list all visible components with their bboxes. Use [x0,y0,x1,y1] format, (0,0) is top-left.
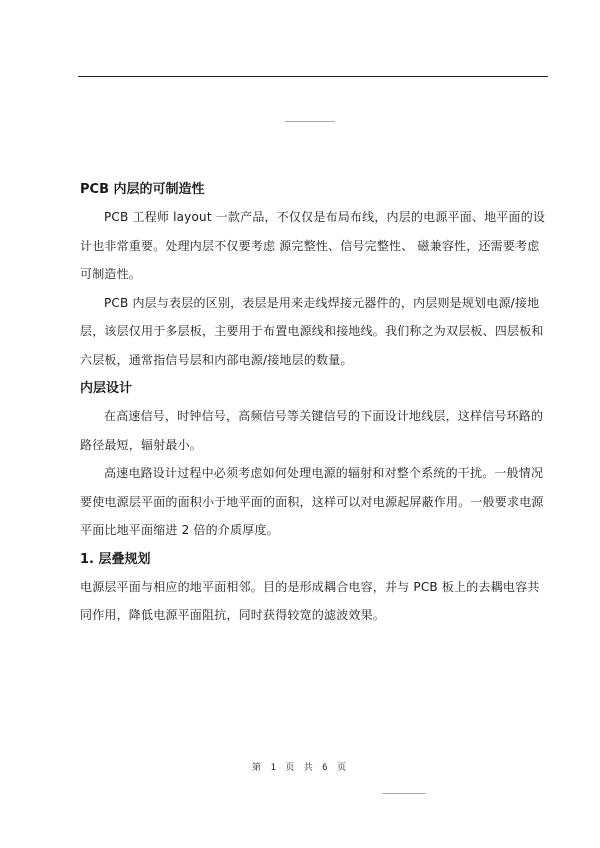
doc-title: PCB 内层的可制造性 [80,182,205,197]
paragraph: 在高速信号，时钟信号，高频信号等关键信号的下面设计地线层，这样信号环路的路径最短，辐射最小。 [80,409,544,452]
paragraph: 高速电路设计过程中必须考虑如何处理电源的辐射和对整个系统的干扰。一般情况要使电源层平面的面积小于地平面的面积，这样可以对电源起屏蔽作用。一般要求电源平面比地平面缩进 2 倍的介质厚度。 [80,466,544,537]
paragraph: PCB 工程师 layout 一款产品，不仅仅是布局布线，内层的电源平面、地平面的设计也非常重要。处理内层不仅要考虑 源完整性、信号完整性、 磁兼容性，还需要考虑 可制造性。 [80,210,546,281]
section-heading-inner-layer-design: 内层设计 [80,381,133,396]
footer-accent-line [382,793,426,794]
paragraph: 电源层平面与相应的地平面相邻。目的是形成耦合电容，并与 PCB 板上的去耦电容共同作用，降低电源平面阻抗，同时获得较宽的滤波效果。 [80,579,540,622]
paragraph: PCB 内层与表层的区别，表层是用来走线焊接元器件的，内层则是规划电源/接地层，该层仅用于多层板，主要用于布置电源线和接地线。我们称之为双层板、四层板和六层板，通常指信号层和内部电源/接地层的数量。 [80,295,544,367]
document-body [80,180,550,630]
section-heading-stackup: 1. 层叠规划 [80,551,151,567]
page-number: 第 1 页 共 6 页 [252,763,348,773]
header-accent-line [285,121,335,122]
header-rule [78,76,548,77]
